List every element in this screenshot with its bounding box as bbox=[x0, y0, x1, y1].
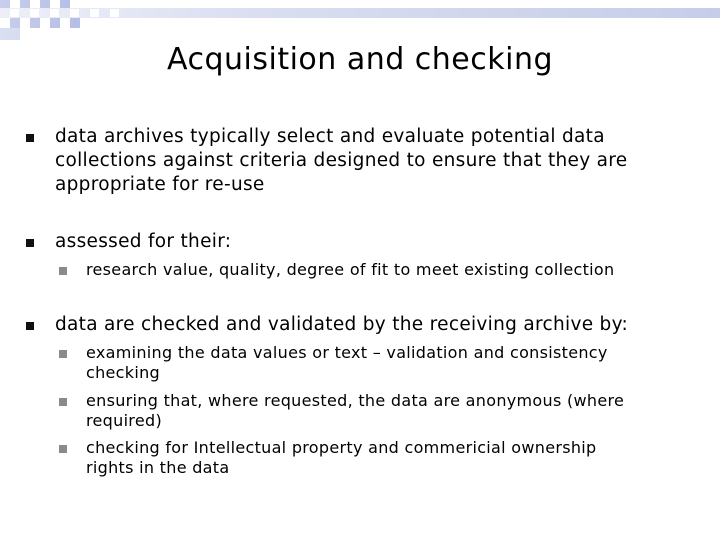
bullet-text bbox=[55, 313, 628, 337]
sub-bullet-marker bbox=[59, 267, 67, 275]
sub-bullet-line: checking bbox=[86, 363, 160, 382]
bullet-line: data are checked and validated by the receiving archive by: bbox=[55, 314, 629, 335]
sub-bullet-line: rights in the data bbox=[86, 458, 230, 477]
sub-bullet-line: ensuring that, where requested, the data are anonymous (where bbox=[86, 391, 625, 410]
bullet-line: data archives typically select and evaluate potential data bbox=[55, 126, 605, 147]
slide-title: Acquisition and checking bbox=[166, 42, 554, 77]
sub-bullet-text bbox=[86, 438, 597, 478]
sub-bullet-line: research value, quality, degree of fit to meet existing collection bbox=[86, 260, 615, 279]
bullet-line: appropriate for re-use bbox=[55, 174, 265, 195]
sub-bullet-text bbox=[86, 260, 614, 280]
sub-bullet-line: checking for Intellectual property and commericial ownership bbox=[86, 438, 597, 457]
bullet-marker bbox=[26, 134, 34, 142]
decorative-header-pattern bbox=[0, 0, 720, 40]
bullet-text bbox=[55, 125, 627, 197]
sub-bullet-line: required) bbox=[86, 411, 162, 430]
bullet-text bbox=[55, 230, 231, 254]
sub-bullet-text bbox=[86, 391, 624, 431]
sub-bullet-marker bbox=[59, 350, 67, 358]
sub-bullet-marker bbox=[59, 398, 67, 406]
sub-bullet-text bbox=[86, 343, 608, 383]
bullet-marker bbox=[26, 322, 34, 330]
sub-bullet-line: examining the data values or text – validation and consistency bbox=[86, 343, 608, 362]
sub-bullet-marker bbox=[59, 445, 67, 453]
bullet-line: assessed for their: bbox=[55, 231, 232, 252]
bullet-line: collections against criteria designed to ensure that they are bbox=[55, 150, 628, 171]
bullet-marker bbox=[26, 239, 34, 247]
